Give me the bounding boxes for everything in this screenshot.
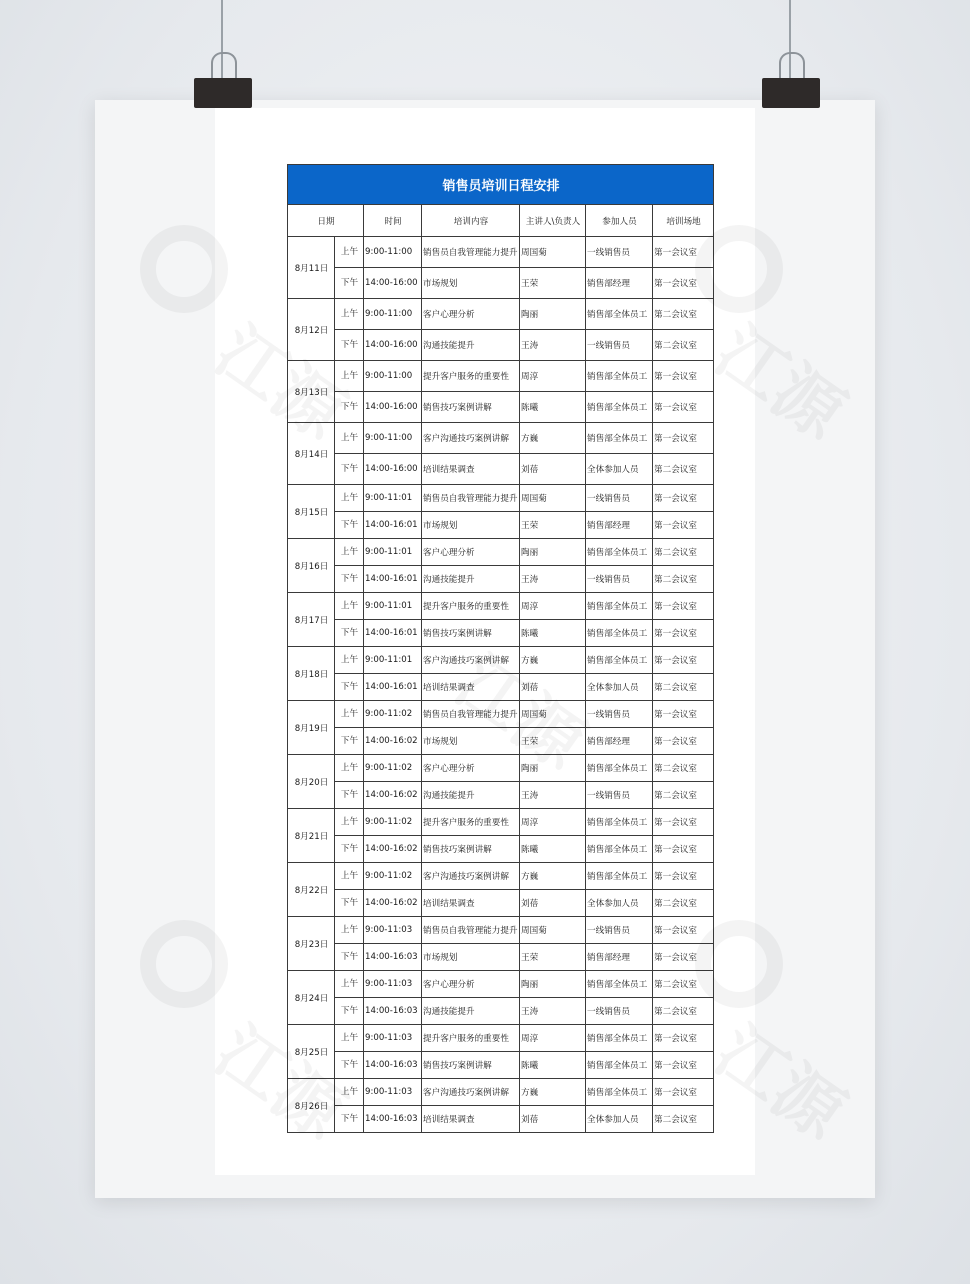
content-cell: 销售员自我管理能力提升 <box>422 485 520 512</box>
attendees-cell: 销售部经理 <box>586 512 653 539</box>
period-cell: 下午 <box>335 890 364 917</box>
venue-cell: 第一会议室 <box>653 593 714 620</box>
table-row <box>288 944 714 971</box>
speaker-cell: 周淳 <box>520 809 586 836</box>
date-cell: 8月23日 <box>288 917 335 971</box>
venue-cell: 第一会议室 <box>653 392 714 423</box>
content-cell: 培训结果调查 <box>422 890 520 917</box>
speaker-cell: 方巍 <box>520 647 586 674</box>
attendees-cell: 销售部全体员工 <box>586 647 653 674</box>
table-row <box>288 728 714 755</box>
watermark-logo-icon <box>695 225 783 313</box>
period-cell: 上午 <box>335 809 364 836</box>
table-row <box>288 539 714 566</box>
table-row <box>288 566 714 593</box>
period-cell: 上午 <box>335 647 364 674</box>
speaker-cell: 陶丽 <box>520 755 586 782</box>
time-cell: 9:00-11:03 <box>364 917 422 944</box>
attendees-cell: 全体参加人员 <box>586 674 653 701</box>
time-cell: 14:00-16:03 <box>364 944 422 971</box>
date-cell: 8月16日 <box>288 539 335 593</box>
speaker-cell: 周淳 <box>520 361 586 392</box>
binder-clip-right-icon <box>762 78 820 108</box>
date-cell: 8月15日 <box>288 485 335 539</box>
speaker-cell: 陈曦 <box>520 620 586 647</box>
venue-cell: 第二会议室 <box>653 755 714 782</box>
time-cell: 14:00-16:01 <box>364 512 422 539</box>
content-cell: 销售技巧案例讲解 <box>422 1052 520 1079</box>
attendees-cell: 销售部全体员工 <box>586 423 653 454</box>
content-cell: 沟通技能提升 <box>422 566 520 593</box>
table-row <box>288 392 714 423</box>
venue-cell: 第一会议室 <box>653 485 714 512</box>
speaker-cell: 周国菊 <box>520 701 586 728</box>
table-row <box>288 1025 714 1052</box>
speaker-cell: 刘蓓 <box>520 1106 586 1133</box>
speaker-cell: 王涛 <box>520 566 586 593</box>
attendees-cell: 销售部全体员工 <box>586 1052 653 1079</box>
date-cell: 8月19日 <box>288 701 335 755</box>
content-cell: 培训结果调查 <box>422 674 520 701</box>
date-cell: 8月24日 <box>288 971 335 1025</box>
period-cell: 上午 <box>335 593 364 620</box>
speaker-cell: 陈曦 <box>520 836 586 863</box>
content-cell: 客户心理分析 <box>422 539 520 566</box>
content-cell: 市场规划 <box>422 944 520 971</box>
header-venue: 培训场地 <box>653 205 714 237</box>
venue-cell: 第二会议室 <box>653 890 714 917</box>
time-cell: 14:00-16:00 <box>364 268 422 299</box>
content-cell: 提升客户服务的重要性 <box>422 1025 520 1052</box>
table-row <box>288 647 714 674</box>
content-cell: 销售员自我管理能力提升 <box>422 917 520 944</box>
venue-cell: 第二会议室 <box>653 454 714 485</box>
table-row <box>288 512 714 539</box>
content-cell: 客户沟通技巧案例讲解 <box>422 423 520 454</box>
speaker-cell: 周国菊 <box>520 917 586 944</box>
speaker-cell: 王荣 <box>520 728 586 755</box>
period-cell: 下午 <box>335 782 364 809</box>
time-cell: 14:00-16:00 <box>364 330 422 361</box>
venue-cell: 第二会议室 <box>653 299 714 330</box>
time-cell: 14:00-16:02 <box>364 890 422 917</box>
content-cell: 客户沟通技巧案例讲解 <box>422 1079 520 1106</box>
content-cell: 销售员自我管理能力提升 <box>422 701 520 728</box>
attendees-cell: 销售部全体员工 <box>586 755 653 782</box>
attendees-cell: 销售部全体员工 <box>586 971 653 998</box>
table-row <box>288 361 714 392</box>
attendees-cell: 销售部全体员工 <box>586 1025 653 1052</box>
period-cell: 下午 <box>335 836 364 863</box>
time-cell: 14:00-16:00 <box>364 454 422 485</box>
time-cell: 9:00-11:01 <box>364 539 422 566</box>
period-cell: 下午 <box>335 566 364 593</box>
header-content: 培训内容 <box>422 205 520 237</box>
period-cell: 下午 <box>335 392 364 423</box>
venue-cell: 第一会议室 <box>653 863 714 890</box>
attendees-cell: 一线销售员 <box>586 237 653 268</box>
period-cell: 下午 <box>335 330 364 361</box>
speaker-cell: 方巍 <box>520 863 586 890</box>
venue-cell: 第一会议室 <box>653 620 714 647</box>
speaker-cell: 陶丽 <box>520 971 586 998</box>
attendees-cell: 销售部经理 <box>586 728 653 755</box>
venue-cell: 第二会议室 <box>653 1106 714 1133</box>
period-cell: 下午 <box>335 728 364 755</box>
attendees-cell: 全体参加人员 <box>586 1106 653 1133</box>
content-cell: 客户沟通技巧案例讲解 <box>422 863 520 890</box>
period-cell: 下午 <box>335 674 364 701</box>
venue-cell: 第一会议室 <box>653 944 714 971</box>
attendees-cell: 一线销售员 <box>586 998 653 1025</box>
table-row <box>288 674 714 701</box>
speaker-cell: 周国菊 <box>520 237 586 268</box>
date-cell: 8月11日 <box>288 237 335 299</box>
period-cell: 上午 <box>335 237 364 268</box>
venue-cell: 第二会议室 <box>653 971 714 998</box>
venue-cell: 第一会议室 <box>653 701 714 728</box>
period-cell: 上午 <box>335 755 364 782</box>
venue-cell: 第一会议室 <box>653 647 714 674</box>
time-cell: 9:00-11:01 <box>364 593 422 620</box>
venue-cell: 第二会议室 <box>653 674 714 701</box>
speaker-cell: 陶丽 <box>520 299 586 330</box>
time-cell: 14:00-16:01 <box>364 620 422 647</box>
venue-cell: 第一会议室 <box>653 1025 714 1052</box>
speaker-cell: 王荣 <box>520 268 586 299</box>
date-cell: 8月21日 <box>288 809 335 863</box>
venue-cell: 第二会议室 <box>653 330 714 361</box>
speaker-cell: 刘蓓 <box>520 674 586 701</box>
venue-cell: 第一会议室 <box>653 512 714 539</box>
content-cell: 销售技巧案例讲解 <box>422 836 520 863</box>
attendees-cell: 销售部全体员工 <box>586 539 653 566</box>
time-cell: 9:00-11:02 <box>364 755 422 782</box>
period-cell: 上午 <box>335 1025 364 1052</box>
time-cell: 9:00-11:00 <box>364 299 422 330</box>
period-cell: 上午 <box>335 539 364 566</box>
table-header-row <box>288 205 714 237</box>
period-cell: 上午 <box>335 361 364 392</box>
time-cell: 14:00-16:02 <box>364 728 422 755</box>
table-row <box>288 836 714 863</box>
training-schedule-table <box>287 164 714 1133</box>
table-row <box>288 1079 714 1106</box>
content-cell: 市场规划 <box>422 512 520 539</box>
table-row <box>288 237 714 268</box>
speaker-cell: 王荣 <box>520 512 586 539</box>
attendees-cell: 一线销售员 <box>586 782 653 809</box>
venue-cell: 第一会议室 <box>653 1052 714 1079</box>
content-cell: 沟通技能提升 <box>422 330 520 361</box>
table-row <box>288 809 714 836</box>
time-cell: 9:00-11:00 <box>364 361 422 392</box>
period-cell: 上午 <box>335 701 364 728</box>
attendees-cell: 全体参加人员 <box>586 454 653 485</box>
table-row <box>288 755 714 782</box>
watermark-logo-icon <box>140 920 228 1008</box>
time-cell: 14:00-16:00 <box>364 392 422 423</box>
time-cell: 9:00-11:03 <box>364 1025 422 1052</box>
period-cell: 上午 <box>335 971 364 998</box>
venue-cell: 第一会议室 <box>653 836 714 863</box>
attendees-cell: 销售部全体员工 <box>586 593 653 620</box>
content-cell: 培训结果调查 <box>422 1106 520 1133</box>
table-row <box>288 782 714 809</box>
date-cell: 8月25日 <box>288 1025 335 1079</box>
header-attendees: 参加人员 <box>586 205 653 237</box>
table-row <box>288 1052 714 1079</box>
attendees-cell: 销售部全体员工 <box>586 836 653 863</box>
table-row <box>288 1106 714 1133</box>
venue-cell: 第二会议室 <box>653 998 714 1025</box>
speaker-cell: 周淳 <box>520 593 586 620</box>
content-cell: 沟通技能提升 <box>422 782 520 809</box>
table-row <box>288 890 714 917</box>
venue-cell: 第一会议室 <box>653 423 714 454</box>
attendees-cell: 一线销售员 <box>586 485 653 512</box>
venue-cell: 第一会议室 <box>653 361 714 392</box>
time-cell: 14:00-16:02 <box>364 782 422 809</box>
time-cell: 14:00-16:03 <box>364 1106 422 1133</box>
attendees-cell: 销售部全体员工 <box>586 361 653 392</box>
header-speaker: 主讲人\负责人 <box>520 205 586 237</box>
time-cell: 14:00-16:01 <box>364 566 422 593</box>
content-cell: 提升客户服务的重要性 <box>422 809 520 836</box>
speaker-cell: 陈曦 <box>520 1052 586 1079</box>
time-cell: 9:00-11:01 <box>364 485 422 512</box>
venue-cell: 第一会议室 <box>653 809 714 836</box>
speaker-cell: 陶丽 <box>520 539 586 566</box>
attendees-cell: 销售部全体员工 <box>586 392 653 423</box>
time-cell: 9:00-11:01 <box>364 647 422 674</box>
content-cell: 销售技巧案例讲解 <box>422 392 520 423</box>
content-cell: 培训结果调查 <box>422 454 520 485</box>
period-cell: 上午 <box>335 917 364 944</box>
time-cell: 9:00-11:00 <box>364 237 422 268</box>
table-row <box>288 917 714 944</box>
attendees-cell: 销售部全体员工 <box>586 620 653 647</box>
speaker-cell: 王涛 <box>520 330 586 361</box>
table-row <box>288 971 714 998</box>
speaker-cell: 王荣 <box>520 944 586 971</box>
period-cell: 下午 <box>335 1106 364 1133</box>
speaker-cell: 王涛 <box>520 782 586 809</box>
date-cell: 8月12日 <box>288 299 335 361</box>
table-row <box>288 593 714 620</box>
date-cell: 8月13日 <box>288 361 335 423</box>
date-cell: 8月22日 <box>288 863 335 917</box>
venue-cell: 第二会议室 <box>653 782 714 809</box>
venue-cell: 第一会议室 <box>653 917 714 944</box>
attendees-cell: 销售部经理 <box>586 268 653 299</box>
attendees-cell: 全体参加人员 <box>586 890 653 917</box>
venue-cell: 第一会议室 <box>653 237 714 268</box>
time-cell: 9:00-11:03 <box>364 971 422 998</box>
time-cell: 9:00-11:02 <box>364 863 422 890</box>
time-cell: 14:00-16:03 <box>364 1052 422 1079</box>
speaker-cell: 刘蓓 <box>520 890 586 917</box>
attendees-cell: 销售部全体员工 <box>586 809 653 836</box>
period-cell: 上午 <box>335 863 364 890</box>
period-cell: 下午 <box>335 620 364 647</box>
speaker-cell: 周淳 <box>520 1025 586 1052</box>
time-cell: 9:00-11:00 <box>364 423 422 454</box>
content-cell: 销售员自我管理能力提升 <box>422 237 520 268</box>
binder-clip-left-icon <box>194 78 252 108</box>
table-row <box>288 423 714 454</box>
venue-cell: 第一会议室 <box>653 268 714 299</box>
time-cell: 14:00-16:01 <box>364 674 422 701</box>
period-cell: 上午 <box>335 299 364 330</box>
table-row <box>288 330 714 361</box>
attendees-cell: 销售部全体员工 <box>586 863 653 890</box>
date-cell: 8月20日 <box>288 755 335 809</box>
venue-cell: 第一会议室 <box>653 728 714 755</box>
table-row <box>288 268 714 299</box>
date-cell: 8月26日 <box>288 1079 335 1133</box>
header-time: 时间 <box>364 205 422 237</box>
table-row <box>288 998 714 1025</box>
attendees-cell: 一线销售员 <box>586 566 653 593</box>
period-cell: 上午 <box>335 423 364 454</box>
speaker-cell: 周国菊 <box>520 485 586 512</box>
table-title: 销售员培训日程安排 <box>288 165 714 205</box>
period-cell: 下午 <box>335 944 364 971</box>
content-cell: 客户沟通技巧案例讲解 <box>422 647 520 674</box>
time-cell: 14:00-16:03 <box>364 998 422 1025</box>
content-cell: 销售技巧案例讲解 <box>422 620 520 647</box>
content-cell: 提升客户服务的重要性 <box>422 593 520 620</box>
attendees-cell: 销售部经理 <box>586 944 653 971</box>
venue-cell: 第二会议室 <box>653 539 714 566</box>
watermark-logo-icon <box>140 225 228 313</box>
date-cell: 8月17日 <box>288 593 335 647</box>
speaker-cell: 陈曦 <box>520 392 586 423</box>
time-cell: 14:00-16:02 <box>364 836 422 863</box>
venue-cell: 第一会议室 <box>653 1079 714 1106</box>
content-cell: 提升客户服务的重要性 <box>422 361 520 392</box>
speaker-cell: 方巍 <box>520 1079 586 1106</box>
content-cell: 客户心理分析 <box>422 971 520 998</box>
period-cell: 上午 <box>335 1079 364 1106</box>
speaker-cell: 刘蓓 <box>520 454 586 485</box>
period-cell: 下午 <box>335 512 364 539</box>
table-row <box>288 701 714 728</box>
period-cell: 下午 <box>335 998 364 1025</box>
table-row <box>288 620 714 647</box>
speaker-cell: 王涛 <box>520 998 586 1025</box>
time-cell: 9:00-11:02 <box>364 701 422 728</box>
period-cell: 下午 <box>335 1052 364 1079</box>
time-cell: 9:00-11:02 <box>364 809 422 836</box>
date-cell: 8月14日 <box>288 423 335 485</box>
period-cell: 下午 <box>335 454 364 485</box>
period-cell: 下午 <box>335 268 364 299</box>
attendees-cell: 销售部全体员工 <box>586 1079 653 1106</box>
venue-cell: 第二会议室 <box>653 566 714 593</box>
content-cell: 市场规划 <box>422 268 520 299</box>
content-cell: 市场规划 <box>422 728 520 755</box>
header-date: 日期 <box>288 205 364 237</box>
attendees-cell: 销售部全体员工 <box>586 299 653 330</box>
speaker-cell: 方巍 <box>520 423 586 454</box>
content-cell: 客户心理分析 <box>422 755 520 782</box>
content-cell: 客户心理分析 <box>422 299 520 330</box>
attendees-cell: 一线销售员 <box>586 917 653 944</box>
period-cell: 上午 <box>335 485 364 512</box>
table-row <box>288 454 714 485</box>
table-row <box>288 299 714 330</box>
attendees-cell: 一线销售员 <box>586 701 653 728</box>
attendees-cell: 一线销售员 <box>586 330 653 361</box>
table-row <box>288 863 714 890</box>
time-cell: 9:00-11:03 <box>364 1079 422 1106</box>
table-row <box>288 485 714 512</box>
watermark-logo-icon <box>695 920 783 1008</box>
content-cell: 沟通技能提升 <box>422 998 520 1025</box>
date-cell: 8月18日 <box>288 647 335 701</box>
